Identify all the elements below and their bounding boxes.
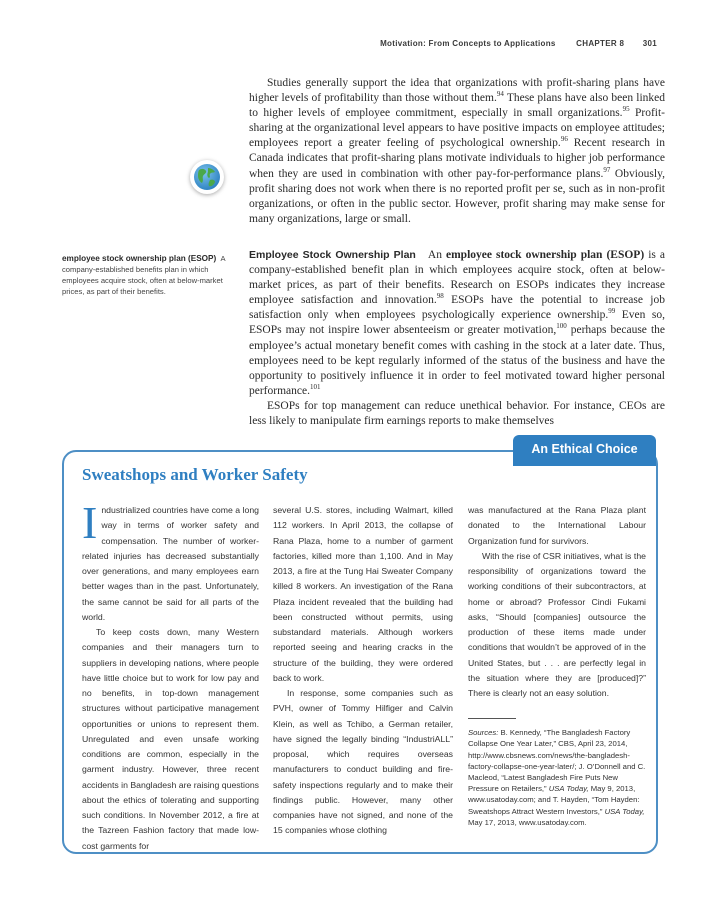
text: May 17, 2013, www.usatoday.com. (468, 817, 587, 827)
box-column-3 (468, 503, 646, 828)
page-number: 301 (642, 39, 657, 48)
text: Even so, ESOPs may not inspire lower absenteeism or greater motivation, (249, 309, 665, 337)
esop-paragraph-2: ESOPs for top management can reduce unethical behavior. For instance, CEOs are less likely to manipulate firm earnings reports to make themselves (249, 399, 665, 428)
text: May 9, 2013, www.usatoday.com; and T. Hayden, “Tom Hayden: Sweatshops Attract Western Investors,” (468, 784, 640, 816)
chapter-title: Motivation: From Concepts to Applications (380, 39, 556, 48)
margin-glossary (62, 253, 226, 297)
text: Recent research in Canada indicates that profit-sharing plans motivate individuals to higher job performance when they are used in combination with other pay-for-performance plans. (249, 137, 665, 180)
text: several U.S. stores, including Walmart, killed 112 workers. In April 2013, the collapse of Rana Plaza, home to a number of garment factories, killed more than 1,100. And in May 2013, a fire at the Tung Hai Sweater Company killed 8 workers. An investigation of the Rana Plaza incident revealed that the building had been constructed without permits, using substandard materials. Although workers reported seeing and hearing cracks in the structure of the building, they were ordered back to work. (273, 505, 453, 683)
key-term: employee stock ownership plan (ESOP) (445, 249, 645, 261)
box-column-2 (273, 503, 453, 839)
text: perhaps because the employee’s actual monetary benefit comes with cashing in the stock at a later date. Thus, employees need to be kept regularly informed of the status of the business and have the opportunity to positively influence it in order to feel motivated toward higher personal performance. (249, 324, 665, 397)
footnote-ref: 99 (608, 307, 616, 316)
footnote-ref: 98 (436, 292, 444, 301)
publication: USA Today, (548, 784, 589, 794)
section-heading: Employee Stock Ownership Plan (249, 249, 416, 261)
divider (468, 718, 516, 719)
footnote-ref: 101 (309, 383, 321, 392)
box-column-1 (82, 497, 259, 854)
sources-label: Sources: (468, 728, 499, 738)
tab-label: An Ethical Choice (531, 442, 638, 456)
esop-section (249, 248, 665, 429)
text: Studies generally support the idea that organizations with profit-sharing plans have higher levels of profitability than those without them. (249, 77, 665, 105)
running-header (380, 39, 657, 48)
profit-sharing-paragraph (249, 76, 665, 227)
footnote-ref: 97 (603, 165, 611, 174)
globe-icon (190, 160, 224, 194)
sources-note (468, 727, 646, 828)
text: These plans have also been linked to higher levels of employee commitment, especially in small organizations. (249, 92, 665, 120)
footnote-ref: 96 (560, 135, 568, 144)
text: To keep costs down, many Western companies and their managers turn to suppliers in developing nations, where people have little choice but to work for low pay and no benefits, in top-down management structures without participative management opportunities or unions to represent them. Unregulated and even unsafe working conditions are common, especially in the garment industry. However, three recent accidents in Bangladesh are raising questions about the ethics of tolerating and supporting such conditions. In November 2012, a fire at the Tazreen Fashion factory that made low-cost garments for (82, 627, 259, 851)
footnote-ref: 94 (496, 90, 504, 99)
drop-cap: I (82, 497, 98, 548)
text: ndustrialized countries have come a long way in terms of worker safety and compensation. The number of worker-related injuries has decreased substantially over generations, and many employees earn better wages than in the past. Unfortunately, the same cannot be said for all parts of the world. (82, 505, 259, 622)
box-title: Sweatshops and Worker Safety (82, 465, 308, 484)
publication: USA Today, (604, 806, 645, 816)
text: An (427, 249, 446, 261)
text: was manufactured at the Rana Plaza plant donated to the International Labour Organization fund for survivors. (468, 505, 646, 546)
footnote-ref: 100 (556, 322, 567, 331)
text: Obviously, profit sharing does not work when there is no reported profit per se, such as in non-profit organizations, or often in the public sector. However, profit sharing may make sense for many organizations, large or small. (249, 167, 665, 225)
ethical-choice-tab (513, 435, 656, 466)
text: is a company-established benefit plan in which employees acquire stock, often at below-market prices, as part of their benefits. Research on ESOPs indicates they increase employee satisfaction and innovation. (249, 249, 665, 307)
gloss-definition: A company-established benefits plan in which employees acquire stock, often at below-market prices, as part of their benefits. (62, 254, 226, 296)
text: In response, some companies such as PVH, owner of Tommy Hilfiger and Calvin Klein, as well as Tchibo, a German retailer, have signed the legally binding “IndustriALL” proposal, which requires overseas manufacturers to conduct building and fire-safety inspections regularly and to make their findings public. However, many other companies have not signed, and none of the 15 companies whose clothing (273, 688, 453, 836)
text: B. Kennedy, “The Bangladesh Factory Collapse One Year Later,” CBS, April 23, 2014, http://www.cbsnews.com/news/the-bangladesh-factory-collapse-one-year-later/; J. O’Donnell and C. Macleod, “Latest Bangladesh Fire Puts New Pressure on Retailers,” (468, 728, 646, 794)
footnote-ref: 95 (622, 105, 630, 114)
text: With the rise of CSR initiatives, what is the responsibility of organizations toward the working conditions of their subcontractors, at home or abroad? Professor Cindi Fukami asks, “Should [companies] outsource the production of these items made under conditions that wouldn’t be approved of in the United States, but . . . are perfectly legal in the situation where they are [produced]?” There is clearly not an easy solution. (468, 550, 646, 698)
text: ESOPs have the potential to increase job satisfaction only when employees psychologically experience ownership. (249, 294, 665, 322)
gloss-term: employee stock ownership plan (ESOP) (62, 254, 217, 263)
text: Profit-sharing at the organizational level appears to have positive impacts on employee attitudes; employees report a greater feeling of psychological ownership. (249, 107, 665, 150)
chapter-label: CHAPTER 8 (576, 39, 625, 48)
